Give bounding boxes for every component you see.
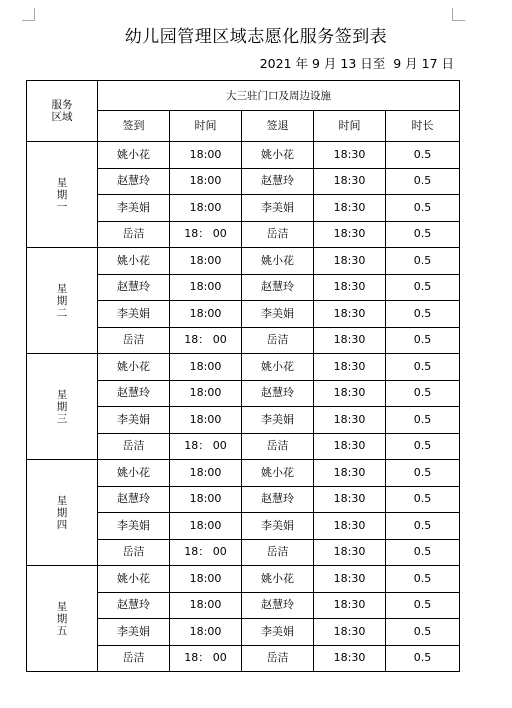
cell-sign-out-name: 李美娟 <box>242 619 314 646</box>
cell-sign-out-name: 李美娟 <box>242 513 314 540</box>
page-title: 幼儿园管理区域志愿化服务签到表 <box>124 27 388 47</box>
column-header-sign-out-time: 时间 <box>314 111 386 142</box>
cell-duration: 0.5 <box>386 619 460 646</box>
cell-sign-in-name: 姚小花 <box>98 142 170 169</box>
cell-sign-out-name: 岳洁 <box>242 539 314 566</box>
cell-sign-out-name: 姚小花 <box>242 248 314 275</box>
cell-sign-out-name: 赵慧玲 <box>242 380 314 407</box>
cell-sign-out-name: 姚小花 <box>242 142 314 169</box>
cell-sign-in-time: 18:00 <box>170 354 242 381</box>
weekday-label: 星 期 五 <box>27 566 98 672</box>
cell-sign-in-name: 岳洁 <box>98 221 170 248</box>
cell-sign-in-name: 赵慧玲 <box>98 380 170 407</box>
cell-sign-in-time: 18:00 <box>170 513 242 540</box>
cell-duration: 0.5 <box>386 433 460 460</box>
cell-sign-out-time: 18:30 <box>314 592 386 619</box>
cell-duration: 0.5 <box>386 221 460 248</box>
cell-sign-out-name: 岳洁 <box>242 433 314 460</box>
cell-sign-in-time: 18： 00 <box>170 327 242 354</box>
weekday-label: 星 期 二 <box>27 248 98 354</box>
weekday-label: 星 期 一 <box>27 142 98 248</box>
cell-sign-in-name: 赵慧玲 <box>98 592 170 619</box>
page-corner-mark-right <box>452 8 465 21</box>
table-row <box>27 354 460 381</box>
cell-duration: 0.5 <box>386 168 460 195</box>
column-header-sign-in: 签到 <box>98 111 170 142</box>
cell-duration: 0.5 <box>386 248 460 275</box>
weekday-label: 星 期 三 <box>27 354 98 460</box>
cell-sign-out-time: 18:30 <box>314 566 386 593</box>
cell-sign-in-name: 赵慧玲 <box>98 274 170 301</box>
cell-sign-out-name: 姚小花 <box>242 460 314 487</box>
header-row-location <box>27 81 460 111</box>
cell-sign-in-time: 18:00 <box>170 380 242 407</box>
cell-sign-in-time: 18:00 <box>170 592 242 619</box>
weekday-label: 星 期 四 <box>27 460 98 566</box>
table-row <box>27 566 460 593</box>
cell-duration: 0.5 <box>386 274 460 301</box>
cell-sign-in-time: 18:00 <box>170 301 242 328</box>
cell-sign-out-time: 18:30 <box>314 513 386 540</box>
cell-duration: 0.5 <box>386 354 460 381</box>
column-header-sign-in-time: 时间 <box>170 111 242 142</box>
cell-sign-in-name: 姚小花 <box>98 460 170 487</box>
cell-sign-in-name: 岳洁 <box>98 327 170 354</box>
cell-sign-out-time: 18:30 <box>314 301 386 328</box>
cell-sign-out-name: 岳洁 <box>242 221 314 248</box>
cell-duration: 0.5 <box>386 142 460 169</box>
column-header-sign-out: 签退 <box>242 111 314 142</box>
cell-sign-out-name: 岳洁 <box>242 327 314 354</box>
cell-duration: 0.5 <box>386 513 460 540</box>
cell-duration: 0.5 <box>386 539 460 566</box>
cell-sign-in-name: 李美娟 <box>98 301 170 328</box>
cell-sign-out-time: 18:30 <box>314 433 386 460</box>
cell-sign-in-name: 李美娟 <box>98 513 170 540</box>
cell-sign-out-time: 18:30 <box>314 539 386 566</box>
cell-sign-in-time: 18:00 <box>170 274 242 301</box>
cell-duration: 0.5 <box>386 486 460 513</box>
cell-sign-in-name: 李美娟 <box>98 407 170 434</box>
cell-sign-in-time: 18:00 <box>170 460 242 487</box>
table-row <box>27 460 460 487</box>
cell-sign-out-time: 18:30 <box>314 645 386 672</box>
date-range: 2021 年 9 月 13 日至 9 月 17 日 <box>259 56 454 71</box>
cell-duration: 0.5 <box>386 327 460 354</box>
cell-sign-in-time: 18:00 <box>170 407 242 434</box>
cell-sign-in-name: 赵慧玲 <box>98 168 170 195</box>
cell-sign-in-name: 岳洁 <box>98 433 170 460</box>
cell-sign-out-name: 赵慧玲 <box>242 274 314 301</box>
cell-sign-out-time: 18:30 <box>314 142 386 169</box>
cell-sign-out-name: 姚小花 <box>242 566 314 593</box>
cell-sign-out-time: 18:30 <box>314 274 386 301</box>
cell-sign-out-time: 18:30 <box>314 248 386 275</box>
cell-duration: 0.5 <box>386 195 460 222</box>
cell-sign-in-name: 岳洁 <box>98 539 170 566</box>
cell-sign-out-name: 李美娟 <box>242 301 314 328</box>
cell-duration: 0.5 <box>386 301 460 328</box>
cell-sign-out-time: 18:30 <box>314 486 386 513</box>
cell-duration: 0.5 <box>386 380 460 407</box>
cell-sign-in-name: 李美娟 <box>98 195 170 222</box>
cell-duration: 0.5 <box>386 592 460 619</box>
cell-sign-out-time: 18:30 <box>314 168 386 195</box>
cell-sign-out-time: 18:30 <box>314 407 386 434</box>
table-row <box>27 142 460 169</box>
cell-sign-in-name: 姚小花 <box>98 566 170 593</box>
cell-sign-in-time: 18:00 <box>170 566 242 593</box>
cell-sign-in-time: 18： 00 <box>170 221 242 248</box>
cell-sign-in-time: 18:00 <box>170 195 242 222</box>
cell-sign-out-time: 18:30 <box>314 221 386 248</box>
cell-duration: 0.5 <box>386 407 460 434</box>
cell-sign-out-time: 18:30 <box>314 460 386 487</box>
cell-sign-in-time: 18:00 <box>170 248 242 275</box>
location-name: 大三驻门口及周边设施 <box>98 81 460 111</box>
cell-sign-in-time: 18： 00 <box>170 645 242 672</box>
table-row <box>27 248 460 275</box>
cell-sign-in-time: 18:00 <box>170 486 242 513</box>
page-corner-mark-left <box>22 8 35 21</box>
cell-sign-out-name: 赵慧玲 <box>242 592 314 619</box>
service-region-header: 服务 区域 <box>27 81 98 142</box>
cell-sign-in-time: 18:00 <box>170 168 242 195</box>
cell-sign-in-time: 18:00 <box>170 619 242 646</box>
cell-sign-in-time: 18： 00 <box>170 539 242 566</box>
cell-sign-out-name: 李美娟 <box>242 195 314 222</box>
cell-sign-out-name: 李美娟 <box>242 407 314 434</box>
cell-sign-out-name: 赵慧玲 <box>242 486 314 513</box>
cell-sign-out-name: 姚小花 <box>242 354 314 381</box>
cell-sign-out-time: 18:30 <box>314 195 386 222</box>
cell-sign-out-time: 18:30 <box>314 327 386 354</box>
cell-duration: 0.5 <box>386 645 460 672</box>
cell-sign-in-time: 18:00 <box>170 142 242 169</box>
cell-duration: 0.5 <box>386 460 460 487</box>
cell-sign-out-name: 岳洁 <box>242 645 314 672</box>
cell-sign-out-name: 赵慧玲 <box>242 168 314 195</box>
cell-sign-out-time: 18:30 <box>314 619 386 646</box>
cell-sign-out-time: 18:30 <box>314 380 386 407</box>
cell-sign-in-name: 岳洁 <box>98 645 170 672</box>
cell-sign-in-name: 赵慧玲 <box>98 486 170 513</box>
cell-sign-in-name: 姚小花 <box>98 354 170 381</box>
cell-sign-out-time: 18:30 <box>314 354 386 381</box>
column-header-duration: 时长 <box>386 111 460 142</box>
cell-sign-in-name: 姚小花 <box>98 248 170 275</box>
cell-sign-in-name: 李美娟 <box>98 619 170 646</box>
cell-duration: 0.5 <box>386 566 460 593</box>
sign-in-table <box>26 80 460 672</box>
cell-sign-in-time: 18： 00 <box>170 433 242 460</box>
